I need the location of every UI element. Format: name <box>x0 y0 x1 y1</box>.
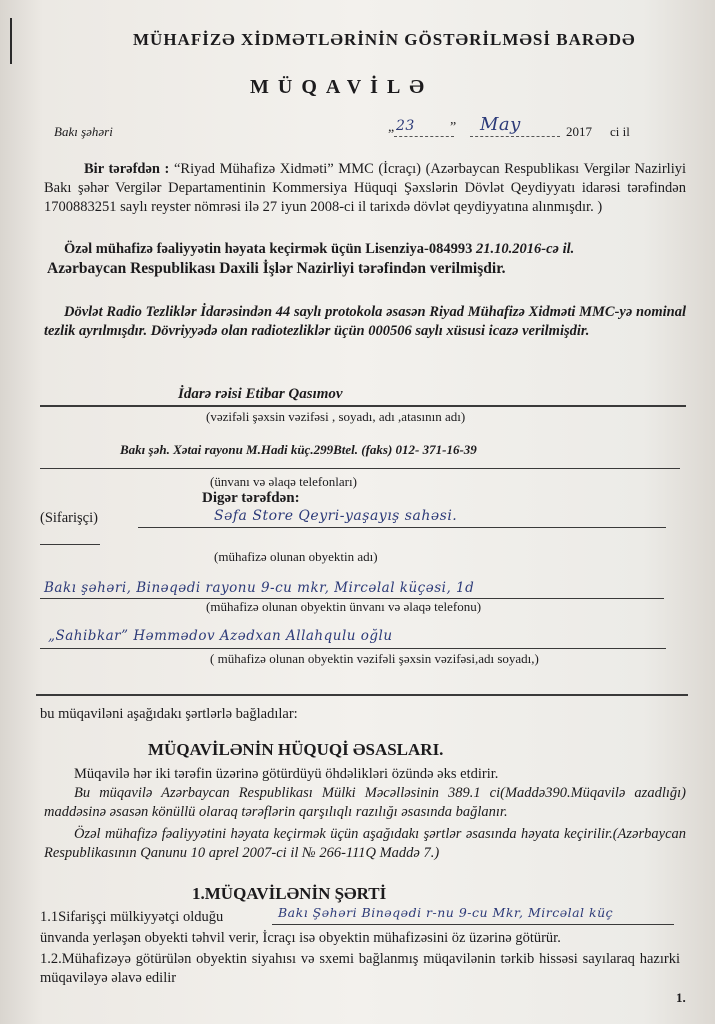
address-caption: (ünvanı və əlaqə telefonları) <box>210 474 357 489</box>
legal-p1: Müqavilə hər iki tərəfin üzərinə götürdüyü öhdəlikləri özündə əks etdirir. <box>74 766 499 782</box>
date-quote-open: „ <box>388 120 395 135</box>
party2-role: (Sifarişçi) <box>40 510 98 526</box>
legal-heading: MÜQAVİLƏNİN HÜQUQİ ƏSASLARI. <box>148 740 444 759</box>
legal-p2: Bu müqavilə Azərbaycan Respublikası Mülki Məcəlləsinin 389.1 ci(Maddə390.Müqavilə azadlığı) maddəsinə əsasən könüllü olaraq tərəflərin qarşılıqlı razılığı əsasında bağlanır. <box>44 785 686 820</box>
party2-end-line <box>36 694 688 696</box>
object-name-line-short <box>40 544 100 545</box>
agreement-line: bu müqaviləni aşağıdakı şərtlərlə bağladılar: <box>40 706 298 722</box>
clause-1-1-handwritten: Bakı Şəhəri Binəqədi r-nu 9-cu Mkr, Mircəlal küç <box>278 905 614 920</box>
director-caption: (vəzifəli şəxsin vəzifəsi , soyadı, adı ,atasının adı) <box>206 409 466 424</box>
legal-p3: Özəl mühafizə fəaliyyətini həyata keçirmək üçün aşağıdakı şərtlər əsasında həyata keçirilir.(Azərbaycan Respublikasının Qanunu 10 aprel 2007-ci il № 266-111Q Maddə 7.) <box>44 826 686 861</box>
radio-paragraph: Dövlət Radio Tezliklər İdarəsindən 44 saylı protokola əsasən Riyad Mühafizə Xidməti MMC-yə nominal tezlik ayrılmışdır. Dövriyyədə olan radiotezliklər üçün 000506 saylı xüsusi icazə verilmişdir. <box>44 304 686 339</box>
license-issuer: Azərbaycan Respublikası Daxili İşlər Nazirliyi tərəfindən verilmişdir. <box>47 260 506 277</box>
object-owner: „Sahibkar” Həmmədov Azədxan Allahqulu oğlu <box>48 628 393 644</box>
document-title: MÜQAVİLƏ <box>250 76 434 98</box>
clause-1-1-end: ünvanda yerləşən obyekti təhvil verir, İcraçı isə obyektin mühafizəsini öz üzərinə götürür. <box>40 930 561 946</box>
object-address: Bakı şəhəri, Binəqədi rayonu 9-cu mkr, Mircəlal küçəsi, 1d <box>44 580 475 596</box>
object-name-caption: (mühafizə olunan obyektin adı) <box>214 549 378 564</box>
date-month: May <box>480 114 521 135</box>
object-name: Səfa Store Qeyri-yaşayış sahəsi. <box>214 508 458 524</box>
object-name-line <box>138 527 666 528</box>
license-line <box>64 240 574 258</box>
clause-1-2: 1.2.Mühafizəyə götürülən obyektin siyahısı və sxemi bağlanmış müqavilənin tərkib hissəsi sayılaraq hazırki müqaviləyə əlavə edilir <box>40 951 680 986</box>
date-year: 2017 <box>566 124 592 139</box>
object-address-caption: (mühafizə olunan obyektin ünvanı və əlaqə telefonu) <box>206 599 482 614</box>
director-line <box>40 405 686 407</box>
party1-paragraph <box>44 160 686 217</box>
object-owner-caption: ( mühafizə olunan obyektin vəzifəli şəxsin vəzifəsi,adı soyadı,) <box>210 651 539 666</box>
date-suffix: ci il <box>610 124 630 139</box>
executor-address: Bakı şəh. Xətai rayonu M.Hadi küç.299Btel. (faks) 012- 371-16-39 <box>120 442 477 457</box>
party1-lead: Bir tərəfdən : <box>84 161 170 177</box>
date-month-line <box>470 136 560 137</box>
date-day: 23 <box>396 118 415 134</box>
date-quote-close: ” <box>450 120 457 135</box>
address-line <box>40 468 680 469</box>
section1-heading: 1.MÜQAVİLƏNİN ŞƏRTİ <box>192 884 387 903</box>
party1-text: “Riyad Mühafizə Xidməti” MMC (İcraçı) (Azərbaycan Respublikası Vergilər Nazirliyi Bakı şəhər Vergilər Departamentinin Kommersiya Hüquqi Şəxslərin Dövlət Qeydiyyatı idarəsi tərəfindən 1700883251 saylı reyster nömrəsi ilə 27 iyun 2008-ci il tarixdə dövlət qeydiyyatına alınmışdır. ) <box>44 161 686 215</box>
clause-1-1-start: 1.1Sifarişçi mülkiyyətçi olduğu <box>40 909 224 925</box>
clause-1-1-line <box>272 924 674 925</box>
license-number: Lisenziya-084993 <box>365 241 473 257</box>
page-number: 1. <box>676 990 686 1005</box>
document-header: MÜHAFİZƏ XİDMƏTLƏRİNİN GÖSTƏRİLMƏSİ BARƏDƏ <box>133 30 636 49</box>
date-city: Bakı şəhəri <box>54 124 113 139</box>
object-owner-line <box>40 648 666 649</box>
party2-lead: Digər tərəfdən: <box>202 490 300 506</box>
license-date: 21.10.2016-cə il. <box>476 241 575 257</box>
director-name: İdarə rəisi Etibar Qasımov <box>178 386 343 402</box>
date-day-line <box>394 136 454 137</box>
license-lead: Özəl mühafizə fəaliyyətin həyata keçirmək üçün <box>64 241 362 257</box>
page-edge-mark <box>10 18 12 64</box>
